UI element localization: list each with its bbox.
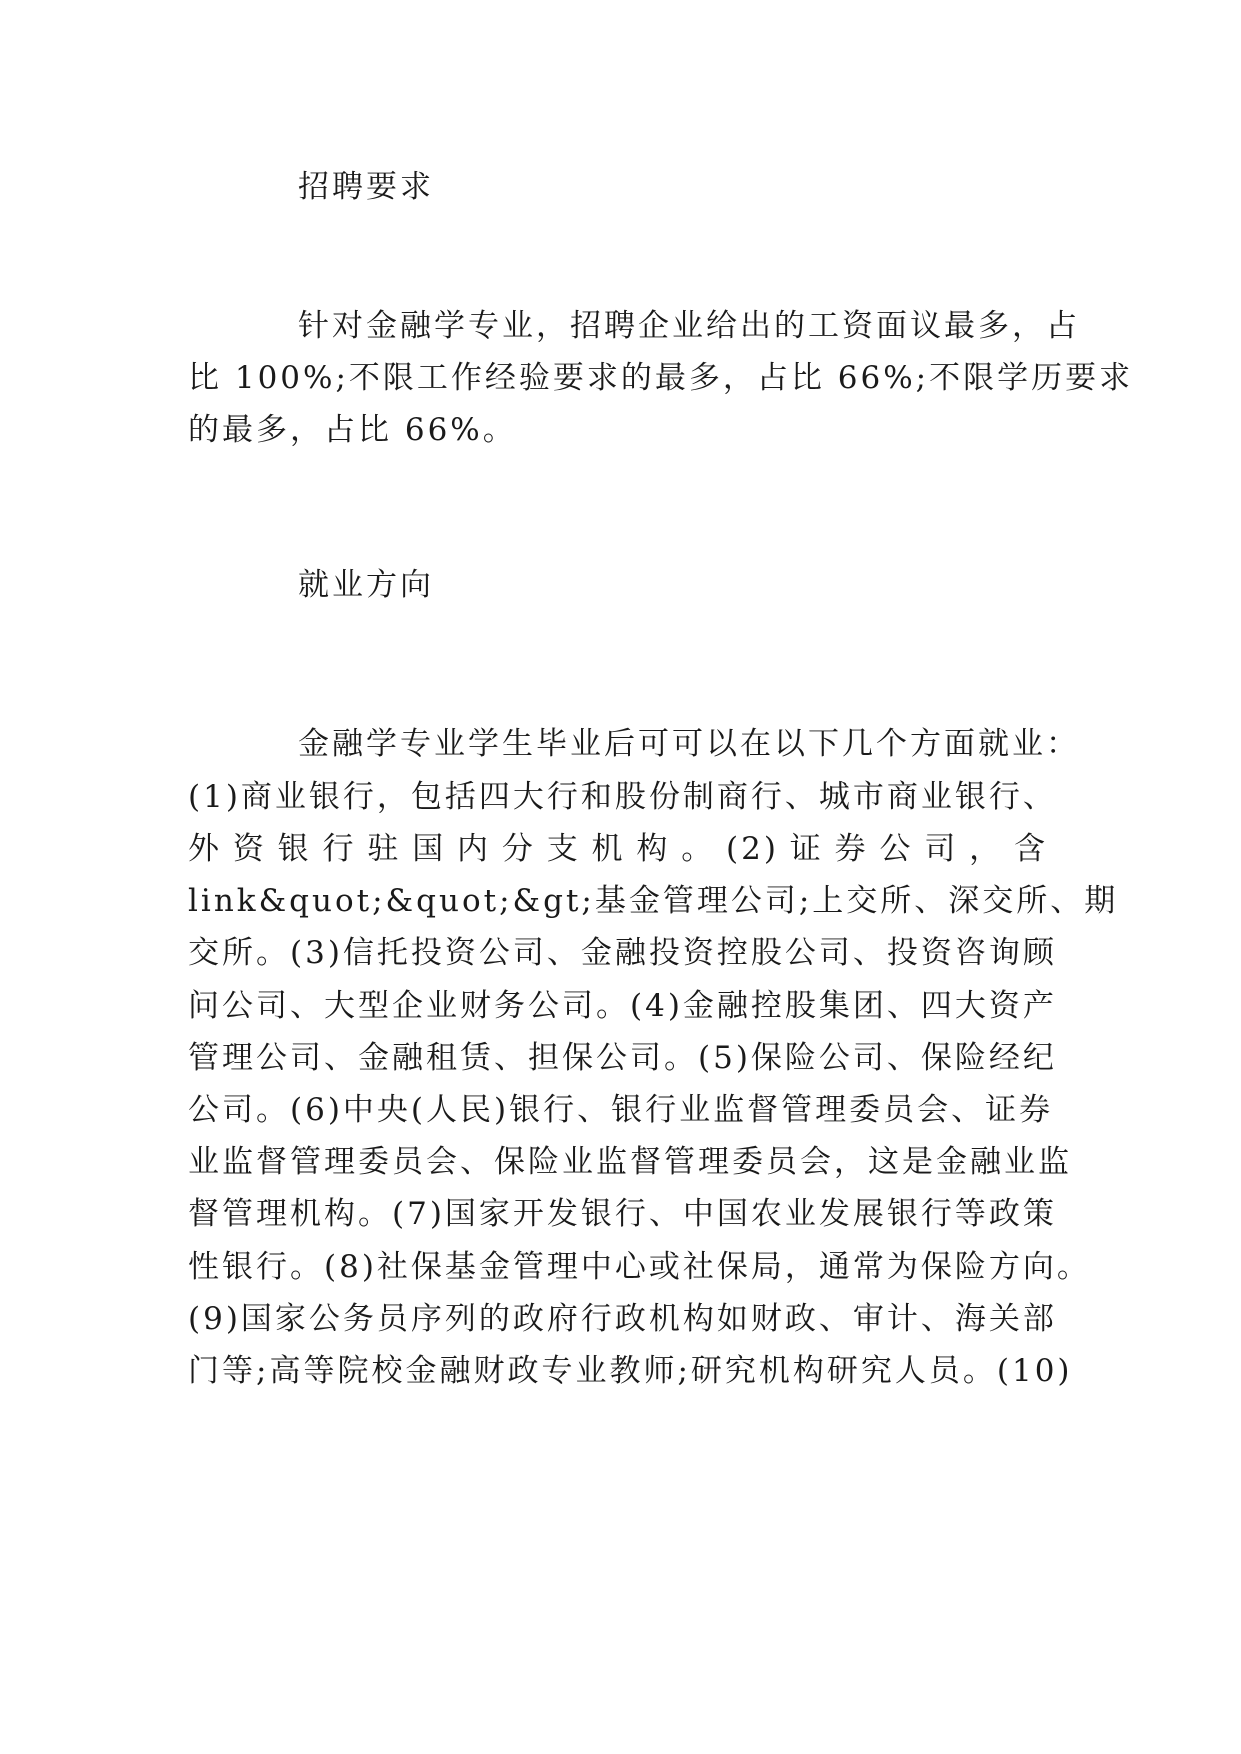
paragraph-line: 针对金融学专业，招聘企业给出的工资面议最多，占 — [298, 308, 1080, 344]
paragraph-line: 外资银行驻国内分支机构。(2)证券公司，含 — [188, 831, 1048, 867]
paragraph-line: 的最多，占比 66%。 — [188, 412, 517, 448]
section-heading-employment-direction: 就业方向 — [298, 567, 434, 603]
paragraph-line: 性银行。(8)社保基金管理中心或社保局，通常为保险方向。 — [188, 1249, 1091, 1285]
paragraph-line: 问公司、大型企业财务公司。(4)金融控股集团、四大资产 — [188, 988, 1057, 1024]
paragraph-line: 交所。(3)信托投资公司、金融投资控股公司、投资咨询顾 — [188, 935, 1057, 971]
paragraph-line: link&quot;&quot;&gt;基金管理公司;上交所、深交所、期 — [188, 883, 1119, 919]
paragraph-line: 金融学专业学生毕业后可可以在以下几个方面就业： — [298, 726, 1080, 762]
paragraph-line: 门等;高等院校金融财政专业教师;研究机构研究人员。(10) — [188, 1353, 1073, 1389]
section-heading-recruitment-requirements: 招聘要求 — [298, 169, 434, 205]
paragraph-line: 公司。(6)中央(人民)银行、银行业监督管理委员会、证券 — [188, 1092, 1054, 1128]
paragraph-line: (1)商业银行，包括四大行和股份制商行、城市商业银行、 — [188, 779, 1057, 815]
paragraph-line: (9)国家公务员序列的政府行政机构如财政、审计、海关部 — [188, 1301, 1057, 1337]
paragraph-line: 业监督管理委员会、保险业监督管理委员会，这是金融业监 — [188, 1144, 1072, 1180]
paragraph-line: 督管理机构。(7)国家开发银行、中国农业发展银行等政策 — [188, 1196, 1057, 1232]
paragraph-line: 管理公司、金融租赁、担保公司。(5)保险公司、保险经纪 — [188, 1040, 1057, 1076]
paragraph-line: 比 100%;不限工作经验要求的最多，占比 66%;不限学历要求 — [188, 360, 1134, 396]
